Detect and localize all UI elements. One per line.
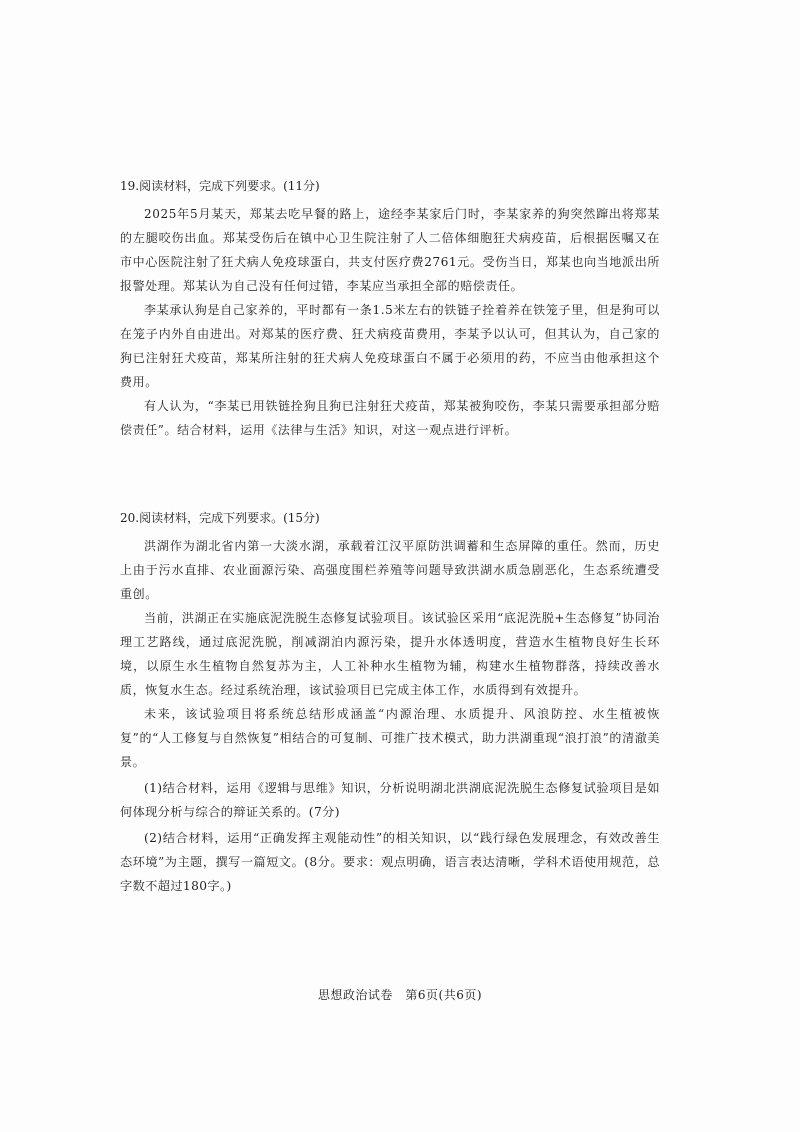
question-19-prompt: 有人认为，“李某已用铁链拴狗且狗已注射狂犬疫苗，郑某被狗咬伤，李某只需要承担部分赔偿责任”。结合材料，运用《法律与生活》知识，对这一观点进行评析。 [120, 399, 660, 437]
question-19-material-paragraph-1: 2025年5月某天，郑某去吃早餐的路上，途经李某家后门时，李某家养的狗突然蹿出将郑某的左腿咬伤出血。郑某受伤后在镇中心卫生院注射了人二倍体细胞狂犬病疫苗，后根据医嘱又在市中心医院注射了狂犬病人免疫球蛋白，共支付医疗费2761元。受伤当日，郑某也向当地派出所报警处理。郑某认为自己没有任何过错，李某应当承担全部的赔偿责任。 [120, 207, 660, 293]
page-footer: 思想政治试卷 第6页(共6页) [317, 988, 483, 1002]
question-20-material-paragraph-2: 当前，洪湖正在实施底泥洗脱生态修复试验项目。该试验区采用“底泥洗脱+生态修复”协同治理工艺路线，通过底泥洗脱，削减湖泊内源污染，提升水体透明度，营造水生植物良好生长环境，以原生水生植物自然复苏为主，人工补种水生植物为辅，构建水生植物群落，持续改善水质，恢复水生态。经过系统治理，该试验项目已完成主体工作，水质得到有效提升。 [120, 611, 660, 697]
question-20-material-paragraph-1: 洪湖作为湖北省内第一大淡水湖，承载着江汉平原防洪调蓄和生态屏障的重任。然而，历史上由于污水直排、农业面源污染、高强度围栏养殖等问题导致洪湖水质急剧恶化，生态系统遭受重创。 [120, 539, 660, 601]
question-19 [120, 176, 660, 442]
question-20-subquestion-2: (2)结合材料，运用“正确发挥主观能动性”的相关知识，以“践行绿色发展理念，有效改善生态环境”为主题，撰写一篇短文。(8分。要求：观点明确，语言表达清晰，学科术语使用规范，总字数不超过180字。) [120, 831, 660, 893]
question-20-heading: 20.阅读材料，完成下列要求。(15分) [120, 511, 320, 525]
question-20-subquestion-1: (1)结合材料，运用《逻辑与思维》知识，分析说明湖北洪湖底泥洗脱生态修复试验项目是如何体现分析与综合的辩证关系的。(7分) [120, 781, 660, 819]
question-19-heading: 19.阅读材料，完成下列要求。(11分) [120, 179, 320, 193]
question-19-material-paragraph-2: 李某承认狗是自己家养的，平时都有一条1.5米左右的铁链子拴着养在铁笼子里，但是狗可以在笼子内外自由进出。对郑某的医疗费、狂犬病疫苗费用，李某予以认可，但其认为，自己家的狗已注射狂犬疫苗，郑某所注射的狂犬病人免疫球蛋白不属于必须用的药，不应当由他承担这个费用。 [120, 303, 660, 389]
question-20-material-paragraph-3: 未来，该试验项目将系统总结形成涵盖“内源治理、水质提升、风浪防控、水生植被恢复”的“人工修复与自然恢复”相结合的可复制、可推广技术模式，助力洪湖重现“浪打浪”的清澈美景。 [120, 707, 660, 769]
question-20 [120, 508, 660, 898]
